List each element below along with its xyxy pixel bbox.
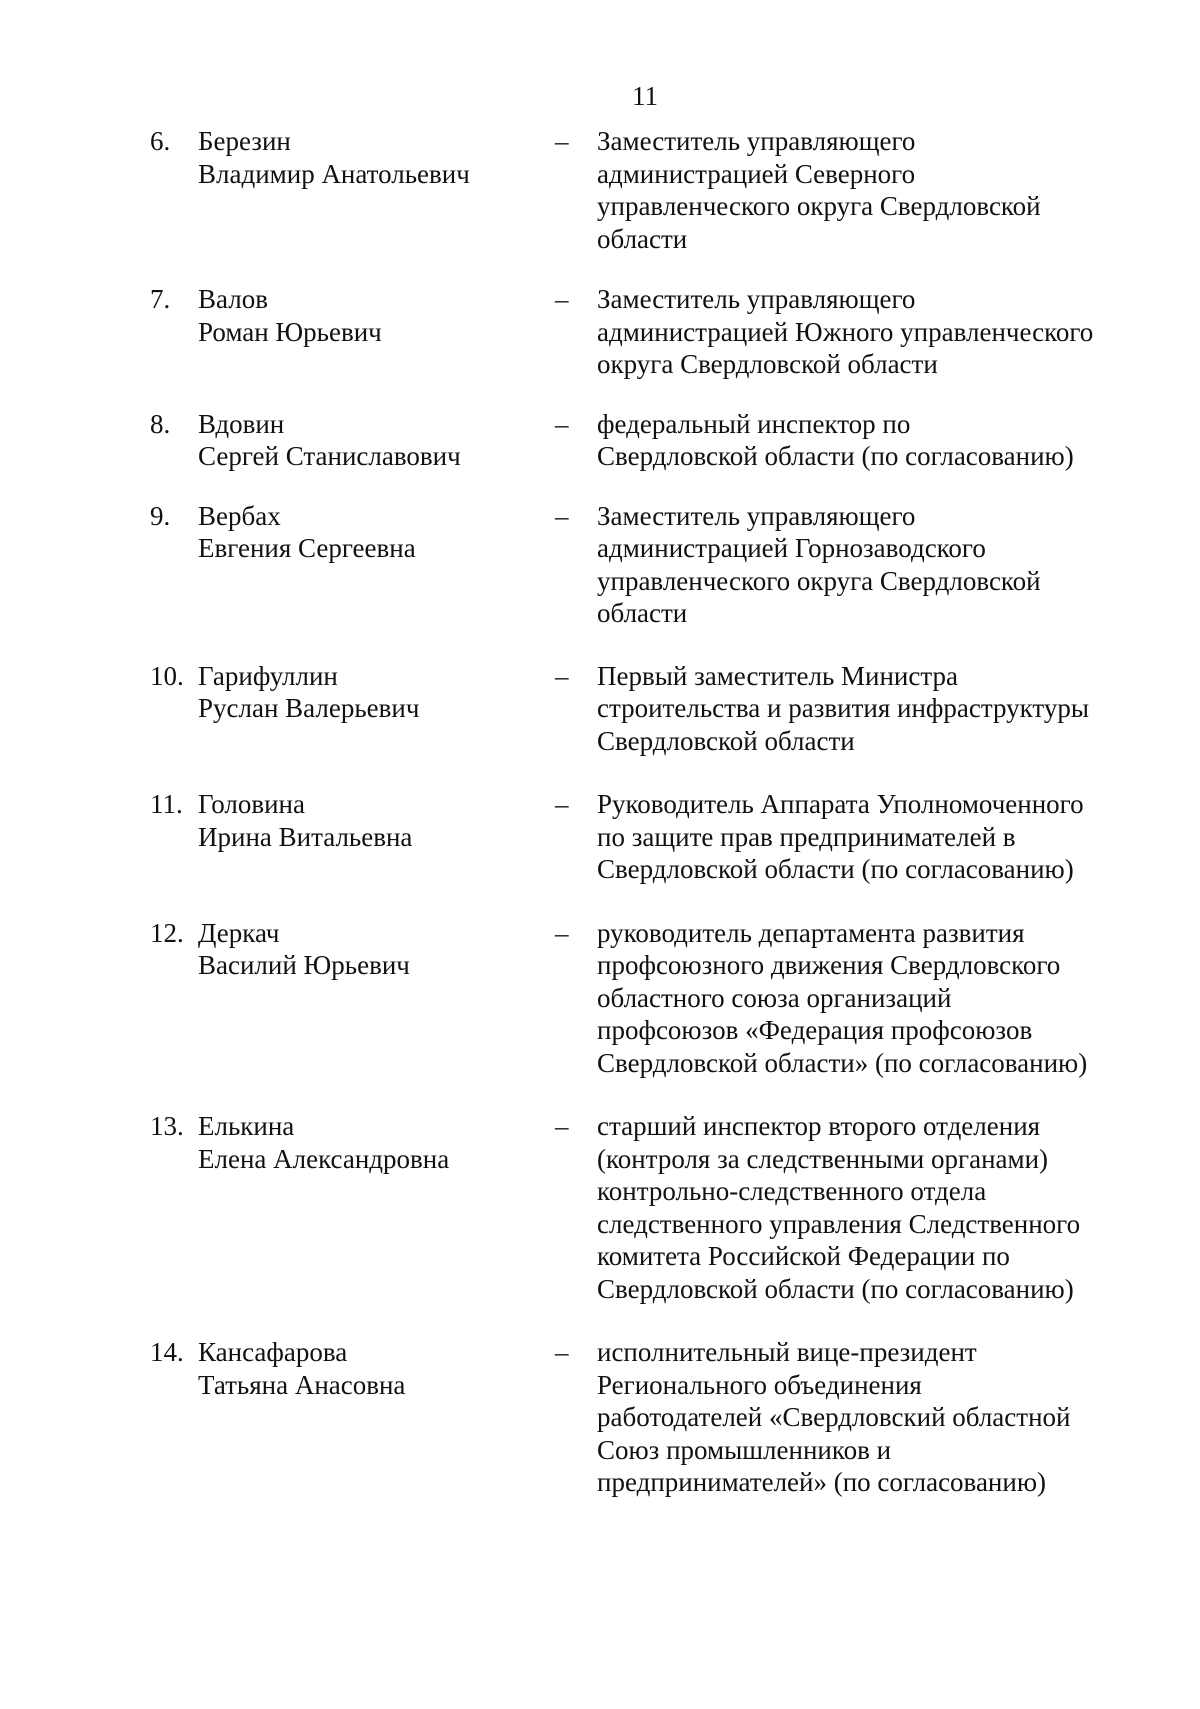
position-description: федеральный инспектор по Свердловской области (по согласованию) xyxy=(597,408,1074,471)
person-name xyxy=(198,125,528,190)
person-name xyxy=(198,917,528,982)
dash-separator: – xyxy=(555,917,569,948)
list-item xyxy=(0,125,1200,255)
position-description: Заместитель управляющего администрацией Горнозаводского управленческого округа Свердловской области xyxy=(597,500,1041,628)
person-name xyxy=(198,660,528,725)
person-name xyxy=(198,408,528,473)
list-item xyxy=(0,917,1200,1080)
person-name xyxy=(198,1336,528,1401)
list-item xyxy=(0,283,1200,381)
person-name xyxy=(198,283,528,348)
surname: Вдовин xyxy=(198,408,285,439)
dash-separator: – xyxy=(555,126,569,156)
given-names: Евгения Сергеевна xyxy=(198,533,416,563)
dash-separator: – xyxy=(555,660,569,691)
position-description: старший инспектор второго отделения (контроля за следственными органами) контрольно-следственного отдела следственного управления Следственного комитета Российской Федерации по Свердловской области (по согласованию) xyxy=(597,1111,1081,1304)
item-number: 8. xyxy=(150,408,171,439)
surname: Деркач xyxy=(198,917,280,948)
surname: Головина xyxy=(198,789,305,819)
item-number: 13. xyxy=(150,1111,184,1141)
given-names: Сергей Станиславович xyxy=(198,441,461,471)
given-names: Татьяна Анасовна xyxy=(198,1369,406,1400)
surname: Гарифуллин xyxy=(198,660,338,691)
surname: Вербах xyxy=(198,500,281,531)
given-names: Ирина Витальевна xyxy=(198,821,413,852)
surname: Елькина xyxy=(198,1111,295,1141)
list-item xyxy=(0,1336,1200,1499)
item-number: 10. xyxy=(150,660,184,691)
dash-separator: – xyxy=(555,408,569,439)
person-name xyxy=(198,1110,528,1175)
dash-separator: – xyxy=(555,1111,569,1141)
item-number: 9. xyxy=(150,500,171,531)
surname: Березин xyxy=(198,126,291,156)
position-description: Заместитель управляющего администрацией Южного управленческого округа Свердловской области xyxy=(597,284,1094,379)
person-name xyxy=(198,788,528,853)
list-item xyxy=(0,788,1200,886)
given-names: Владимир Анатольевич xyxy=(198,158,470,189)
person-name xyxy=(198,500,528,565)
item-number: 7. xyxy=(150,284,171,314)
position-description: Заместитель управляющего администрацией Северного управленческого округа Свердловской области xyxy=(597,126,1041,254)
dash-separator: – xyxy=(555,789,569,819)
dash-separator: – xyxy=(555,500,569,531)
given-names: Роман Юрьевич xyxy=(198,316,382,347)
list-item xyxy=(0,1110,1200,1305)
list-item xyxy=(0,408,1200,473)
item-number: 12. xyxy=(150,917,184,948)
dash-separator: – xyxy=(555,1337,569,1367)
item-number: 14. xyxy=(150,1337,184,1367)
given-names: Руслан Валерьевич xyxy=(198,693,420,723)
dash-separator: – xyxy=(555,284,569,314)
given-names: Елена Александровна xyxy=(198,1143,450,1174)
position-description: руководитель департамента развития профсоюзного движения Свердловского областного союза организаций профсоюзов «Федерация профсоюзов Свердловской области» (по согласованию) xyxy=(597,917,1088,1078)
position-description: исполнительный вице-президент Регионального объединения работодателей «Свердловский областной Союз промышленников и предпринимателей» (по согласованию) xyxy=(597,1337,1071,1497)
member-list xyxy=(0,125,1200,1499)
given-names: Василий Юрьевич xyxy=(198,950,410,980)
surname: Валов xyxy=(198,284,268,314)
page-number: 11 xyxy=(632,81,658,111)
surname: Кансафарова xyxy=(198,1337,348,1367)
position-description: Первый заместитель Министра строительства и развития инфраструктуры Свердловской области xyxy=(597,660,1089,756)
list-item xyxy=(0,660,1200,758)
item-number: 6. xyxy=(150,126,171,156)
item-number: 11. xyxy=(150,789,183,819)
list-item xyxy=(0,500,1200,630)
position-description: Руководитель Аппарата Уполномоченного по защите прав предпринимателей в Свердловской области (по согласованию) xyxy=(597,789,1084,884)
